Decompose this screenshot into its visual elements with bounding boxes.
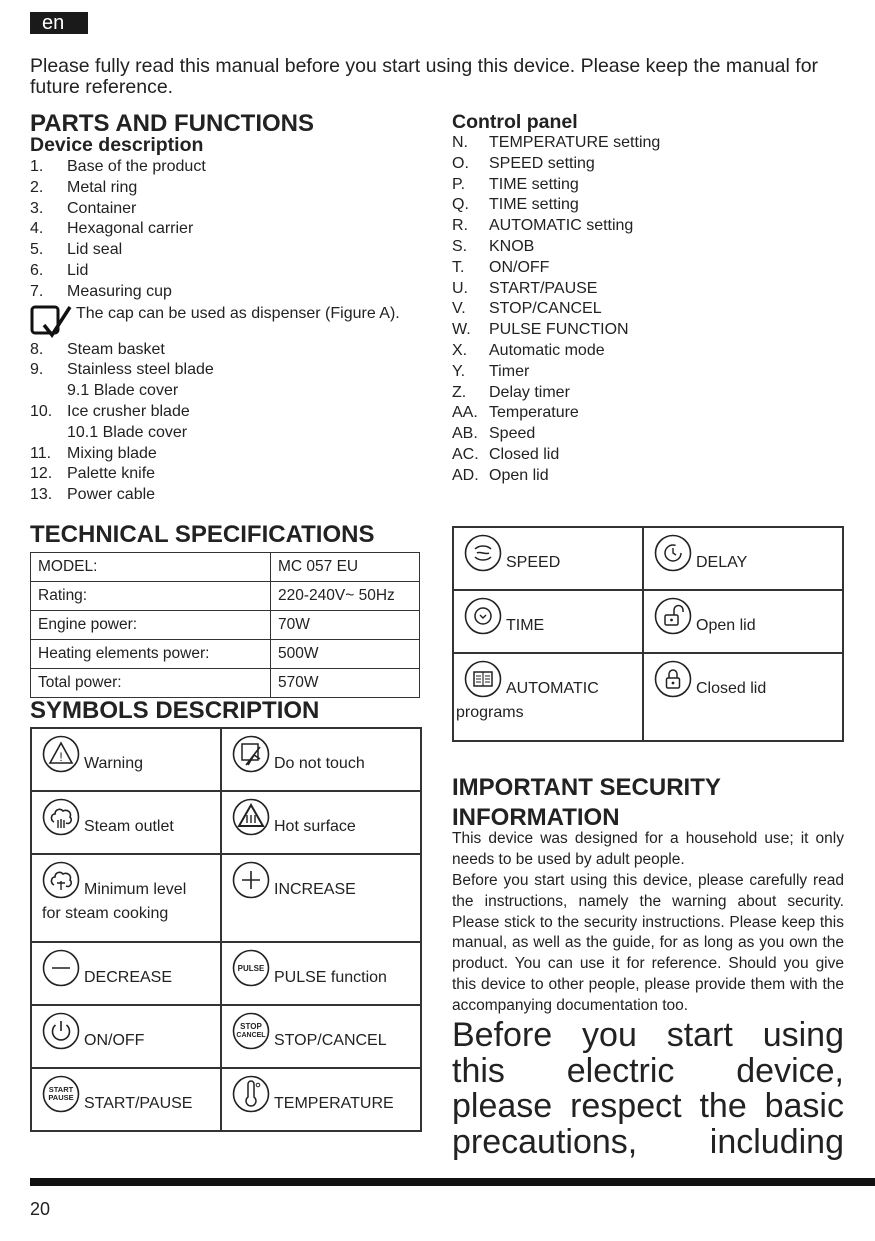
svg-text:PULSE: PULSE xyxy=(237,964,265,973)
list-item: 5. Lid seal xyxy=(30,241,123,259)
list-item: 1. Base of the product xyxy=(30,158,206,175)
symbol-label: STOP/CANCEL xyxy=(274,1032,387,1049)
symbol-label: ON/OFF xyxy=(84,1032,145,1049)
table-row: Engine power: 70W xyxy=(31,611,420,640)
note: The cap can be used as dispenser (Figure A). xyxy=(30,303,430,340)
symbol-label-line2: for steam cooking xyxy=(42,905,169,922)
list-item: O. SPEED setting xyxy=(452,154,595,172)
pulse-icon xyxy=(232,949,270,987)
list-item: N. TEMPERATURE setting xyxy=(452,134,661,151)
list-item: 9.1 Blade cover xyxy=(67,382,179,400)
tech-title: TECHNICAL SPECIFICATIONS xyxy=(30,521,375,548)
symbol-label: Open lid xyxy=(696,617,756,634)
list-item: V. STOP/CANCEL xyxy=(452,300,602,318)
symbol-label: Minimum level xyxy=(84,881,187,898)
list-item: Y. Timer xyxy=(452,362,530,380)
device-description-title: Device description xyxy=(30,134,204,156)
table-row: Total power: 570W xyxy=(31,669,420,698)
decrease-icon xyxy=(42,949,80,987)
symbol-label: AUTOMATIC xyxy=(506,680,599,697)
symbol-label: Steam outlet xyxy=(84,818,174,835)
parts-title: PARTS AND FUNCTIONS xyxy=(30,110,314,137)
list-item: 2. Metal ring xyxy=(30,178,138,196)
do-not-touch-icon xyxy=(232,735,270,773)
time-icon xyxy=(464,597,502,635)
list-item: S. KNOB xyxy=(452,237,535,255)
list-item: 13. Power cable xyxy=(30,486,156,504)
symbol-label: TEMPERATURE xyxy=(274,1095,394,1112)
symbol-label-line2: programs xyxy=(456,704,524,721)
list-item: 10. Ice crusher blade xyxy=(30,402,190,420)
list-item: W. PULSE FUNCTION xyxy=(452,321,629,339)
intro-text: Please fully read this manual before you start using this device. Please keep the manual for future reference. xyxy=(30,55,819,98)
list-item: R. AUTOMATIC setting xyxy=(452,217,634,235)
list-item: AD. Open lid xyxy=(452,466,549,484)
list-item: X. Automatic mode xyxy=(452,341,605,359)
spec-table xyxy=(30,552,420,698)
list-item: 9. Stainless steel blade xyxy=(30,361,214,379)
symbol-label: PULSE function xyxy=(274,969,387,986)
list-item: 4. Hexagonal carrier xyxy=(30,220,194,238)
table-row: MODEL: MC 057 EU xyxy=(31,553,420,582)
symbol-label: Closed lid xyxy=(696,680,767,697)
panel-symbols-table xyxy=(452,526,844,742)
list-item: Q. TIME setting xyxy=(452,196,579,214)
parts-list xyxy=(30,157,430,506)
symbol-label: START/PAUSE xyxy=(84,1095,193,1112)
list-item: 11. Mixing blade xyxy=(30,444,157,462)
list-item: 7. Measuring cup xyxy=(30,282,172,300)
list-item: P. TIME setting xyxy=(452,175,579,193)
list-item: U. START/PAUSE xyxy=(452,279,598,297)
list-item: AB. Speed xyxy=(452,425,536,443)
stop-cancel-icon xyxy=(232,1012,270,1050)
list-item: Z. Delay timer xyxy=(452,383,570,401)
svg-text:!: ! xyxy=(59,750,63,764)
start-pause-icon xyxy=(42,1075,80,1113)
increase-icon xyxy=(232,861,270,899)
svg-text:START: START xyxy=(48,1085,74,1094)
list-item: AC. Closed lid xyxy=(452,445,560,463)
symbol-label: DELAY xyxy=(696,554,748,571)
symbol-label: DECREASE xyxy=(84,969,173,986)
precautions-heading: Before you start using this electric device, please respect the basic precautions, including xyxy=(452,1016,844,1161)
speed-icon xyxy=(464,534,502,572)
steam-outlet-icon xyxy=(42,798,80,836)
security-title: IMPORTANT SECURITY INFORMATION xyxy=(452,774,721,831)
table-row: Rating: 220-240V~ 50Hz xyxy=(31,582,420,611)
warning-icon xyxy=(42,735,80,773)
list-item: 8. Steam basket xyxy=(30,340,165,358)
control-panel-title: Control panel xyxy=(452,111,578,133)
language-tag: en xyxy=(30,12,88,34)
footer-bar xyxy=(30,1178,875,1186)
svg-text:STOP: STOP xyxy=(240,1022,262,1031)
symbol-label: Hot surface xyxy=(274,818,356,835)
symbol-label: SPEED xyxy=(506,554,561,571)
symbol-label: TIME xyxy=(506,617,545,634)
hot-surface-icon xyxy=(232,798,270,836)
symbols-table xyxy=(30,727,422,1132)
list-item: 6. Lid xyxy=(30,261,89,279)
power-icon xyxy=(42,1012,80,1050)
list-item: AA. Temperature xyxy=(452,404,579,422)
table-row: Heating elements power: 500W xyxy=(31,640,420,669)
open-lid-icon xyxy=(654,597,692,635)
symbol-label: Do not touch xyxy=(274,755,365,772)
symbol-label: INCREASE xyxy=(274,881,356,898)
delay-icon xyxy=(654,534,692,572)
automatic-icon xyxy=(464,660,502,698)
list-item: 12. Palette knife xyxy=(30,465,156,483)
list-item: 3. Container xyxy=(30,199,137,217)
thermometer-icon xyxy=(232,1075,270,1113)
svg-text:CANCEL: CANCEL xyxy=(236,1032,266,1039)
security-paragraph-2: Before you start using this device, please carefully read the instructions, namely the warning about security. Please stick to the security instructions. Please keep this manual, as well as the guide, for as long as you own the product. You can use it for reference. Should you give this device to other people, please provide them with the accompanying documentation too. xyxy=(452,872,844,1014)
security-paragraph-1: This device was designed for a household use; it only needs to be used by adult people. xyxy=(452,830,844,868)
list-item: 10.1 Blade cover xyxy=(67,423,188,441)
svg-text:PAUSE: PAUSE xyxy=(48,1093,74,1102)
symbols-title: SYMBOLS DESCRIPTION xyxy=(30,697,320,724)
symbol-label: Warning xyxy=(84,755,143,772)
minimum-level-icon xyxy=(42,861,80,899)
list-item: T. ON/OFF xyxy=(452,258,550,276)
closed-lid-icon xyxy=(654,660,692,698)
page-number: 20 xyxy=(30,1199,51,1219)
control-list xyxy=(452,133,852,487)
